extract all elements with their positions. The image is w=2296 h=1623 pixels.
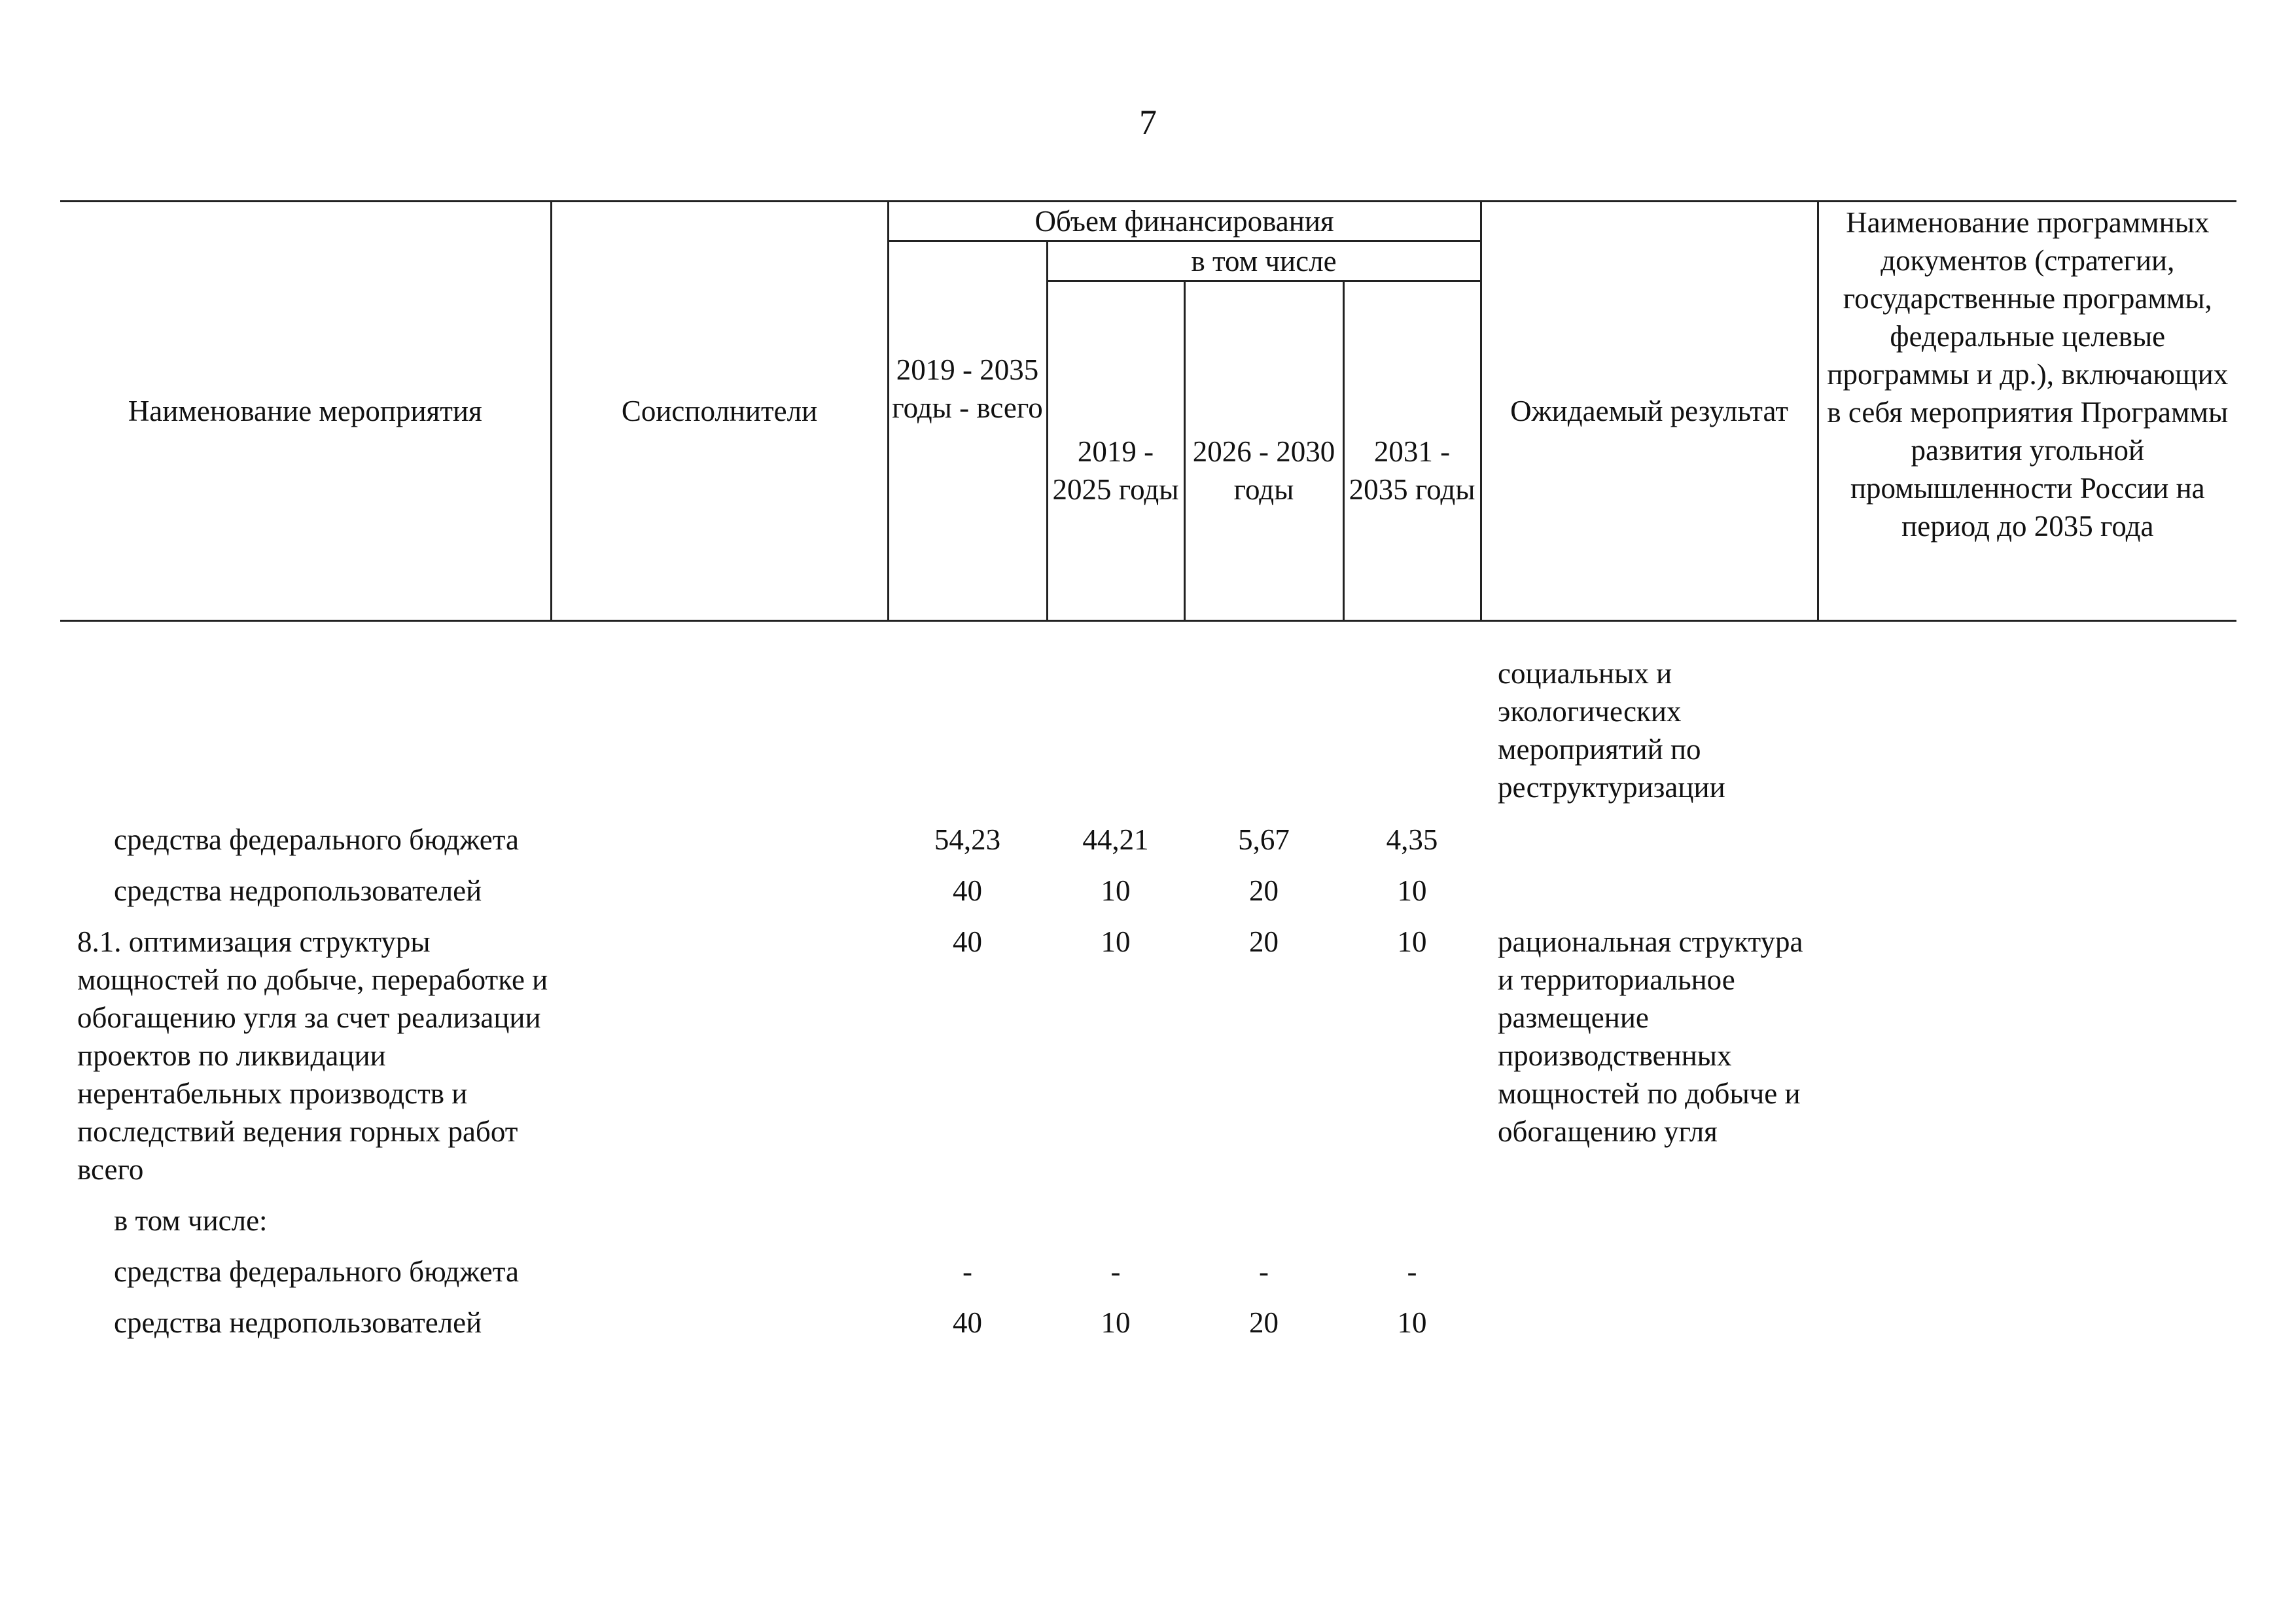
coexecutors (551, 1253, 888, 1304)
value-2019-2025: 10 (1101, 925, 1131, 958)
header-period-2026-2030: 2026 - 2030 годы (1184, 281, 1343, 621)
table-row (60, 923, 2236, 1202)
value-2026-2030: 20 (1249, 925, 1279, 958)
table-row (60, 1253, 2236, 1304)
value-2026-2030 (1184, 1202, 1343, 1253)
header-activity-name: Наименование мероприятия (60, 202, 551, 621)
header-expected-result: Ожидаемый результат (1481, 202, 1818, 621)
coexecutors (551, 1202, 888, 1253)
header-funding-volume: Объем финансирования (888, 202, 1481, 241)
program-documents (1818, 1202, 2236, 1253)
header-program-documents: Наименование программных документов (стратегии, государственные программы, федеральные целевые программы и др.), включающих в себя мероприятия Программы развития угольной промышленности России на период до 2035 года (1818, 202, 2236, 621)
coexecutors (551, 872, 888, 923)
value-2019-2025 (1047, 621, 1184, 821)
header-coexecutors: Соисполнители (551, 202, 888, 621)
value-2026-2030 (1184, 621, 1343, 821)
header-period-2019-2025: 2019 - 2025 годы (1047, 281, 1184, 621)
value-2026-2030: 20 (1249, 874, 1279, 907)
activity-name: средства недропользователей (114, 874, 482, 907)
value-2026-2030: - (1259, 1255, 1269, 1288)
program-documents (1818, 1304, 2236, 1355)
program-documents (1818, 621, 2236, 821)
value-total (888, 1202, 1047, 1253)
coexecutors (551, 923, 888, 1202)
table-row (60, 621, 2236, 821)
value-2031-2035 (1343, 1202, 1481, 1253)
value-2031-2035: 10 (1397, 925, 1427, 958)
table-row (60, 1202, 2236, 1253)
value-2031-2035 (1343, 621, 1481, 821)
value-2031-2035: 10 (1397, 874, 1427, 907)
value-total: 54,23 (934, 823, 1001, 856)
value-total: 40 (953, 1306, 982, 1339)
program-documents (1818, 1253, 2236, 1304)
value-total: 40 (953, 874, 982, 907)
activity-name (60, 923, 551, 1202)
program-documents (1818, 923, 2236, 1202)
program-documents (1818, 821, 2236, 872)
expected-result: социальных и экологических мероприятий по реструктуризации (1498, 657, 1725, 804)
value-2019-2025: 10 (1101, 874, 1131, 907)
activity-name: средства федерального бюджета (114, 1255, 519, 1288)
value-2019-2025: - (1110, 1255, 1121, 1288)
value-2019-2025 (1047, 1202, 1184, 1253)
expected-result (1481, 1304, 1818, 1355)
expected-result: рациональная структура и территориальное размещение производственных мощностей по добыче и обогащению угля (1498, 925, 1803, 1148)
page-number: 7 (1139, 103, 1157, 142)
header-period-2031-2035: 2031 - 2035 годы (1343, 281, 1481, 621)
activity-name: в том числе: (114, 1204, 268, 1237)
activity-name (60, 621, 551, 821)
value-total: - (963, 1255, 972, 1288)
value-2019-2025: 44,21 (1082, 823, 1149, 856)
expected-result (1481, 872, 1818, 923)
coexecutors (551, 621, 888, 821)
expected-result (1481, 1202, 1818, 1253)
program-documents (1818, 872, 2236, 923)
table-row (60, 821, 2236, 872)
header-total-2019-2035: 2019 - 2035 годы - всего (888, 241, 1047, 621)
expected-result (1481, 821, 1818, 872)
value-2031-2035: - (1407, 1255, 1417, 1288)
value-2031-2035: 4,35 (1386, 823, 1438, 856)
value-2019-2025: 10 (1101, 1306, 1131, 1339)
value-2031-2035: 10 (1397, 1306, 1427, 1339)
funding-table (60, 200, 2236, 1355)
value-total: 40 (953, 925, 982, 958)
table-header (60, 202, 2236, 621)
header-including: в том числе (1047, 241, 1481, 281)
coexecutors (551, 1304, 888, 1355)
coexecutors (551, 821, 888, 872)
activity-name-text: 8.1. оптимизация структуры мощностей по добыче, переработке и обогащению угля за счет реализации проектов по ликвидации нерентабельных производств и последствий ведения горных работ (77, 925, 548, 1148)
activity-name: средства недропользователей (114, 1306, 482, 1339)
value-2026-2030: 5,67 (1238, 823, 1290, 856)
table-row (60, 1304, 2236, 1355)
activity-name-total-label: всего (77, 1153, 144, 1186)
table-row (60, 872, 2236, 923)
value-total (888, 621, 1047, 821)
expected-result (1481, 1253, 1818, 1304)
value-2026-2030: 20 (1249, 1306, 1279, 1339)
activity-name: средства федерального бюджета (114, 823, 519, 856)
